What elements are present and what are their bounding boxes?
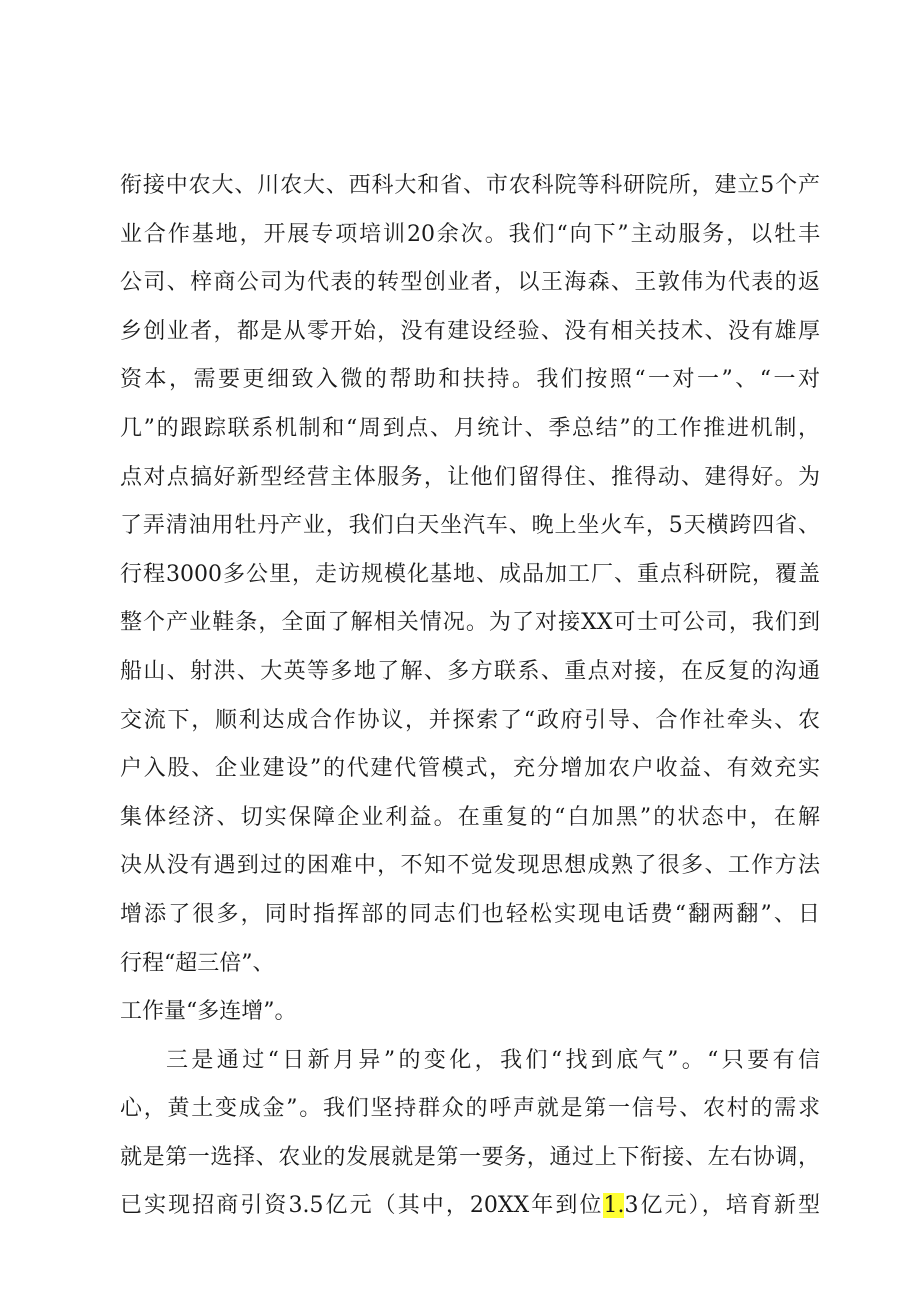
text-line: 业合作基地，开展专项培训20余次。我们“向下”主动服务，以牡丰 xyxy=(120,221,820,247)
text-line: 增添了很多，同时指挥部的同志们也轻松实现电话费“翻两翻”、日 xyxy=(120,901,820,927)
text-line: 决从没有遇到过的困难中，不知不觉发现思想成熟了很多、工作方法 xyxy=(120,853,820,879)
text-line: 工作量“多连增”。 xyxy=(120,999,297,1025)
text-line: 就是第一选择、农业的发展就是第一要务，通过上下衔接、左右协调， xyxy=(120,1144,820,1170)
text-line: 乡创业者，都是从零开始，没有建设经验、没有相关技术、没有雄厚 xyxy=(120,318,820,344)
text-segment: 3亿元），培育新型 xyxy=(624,1193,820,1219)
text-line: 心，黄土变成金”。我们坚持群众的呼声就是第一信号、农村的需求 xyxy=(120,1096,820,1122)
text-line: 集体经济、切实保障企业利益。在重复的“白加黑”的状态中，在解 xyxy=(120,804,820,830)
text-line: 几”的跟踪联系机制和“周到点、月统计、季总结”的工作推进机制， xyxy=(120,415,820,441)
text-line: 交流下，顺利达成合作协议，并探索了“政府引导、合作社牵头、农 xyxy=(120,707,820,733)
text-line: 公司、梓商公司为代表的转型创业者，以王海森、王敦伟为代表的返 xyxy=(120,270,820,296)
text-line: 户入股、企业建设”的代建代管模式，充分增加农户收益、有效充实 xyxy=(120,756,820,782)
text-line: 船山、射洪、大英等多地了解、多方联系、重点对接，在反复的沟通 xyxy=(120,658,820,684)
text-line: 了弄清油用牡丹产业，我们白天坐汽车、晚上坐火车，5天横跨四省、 xyxy=(120,513,820,539)
text-line: 资本，需要更细致入微的帮助和扶持。我们按照“一对一”、“一对 xyxy=(120,367,820,393)
text-line: 衔接中农大、川农大、西科大和省、市农科院等科研院所，建立5个产 xyxy=(120,173,820,198)
highlighted-text: 1. xyxy=(603,1193,625,1219)
text-line-last xyxy=(120,1182,820,1231)
body-text xyxy=(120,162,820,1231)
text-line: 三是通过“日新月异”的变化，我们“找到底气”。“只要有信 xyxy=(166,1047,820,1073)
text-line: 整个产业鞋条，全面了解相关情况。为了对接XX可士可公司，我们到 xyxy=(120,610,820,636)
text-segment: 已实现招商引资3.5亿元（其中，20XX年到位 xyxy=(120,1193,604,1219)
text-line: 行程“超三倍”、 xyxy=(120,950,275,976)
text-line: 点对点搞好新型经营主体服务，让他们留得住、推得动、建得好。为 xyxy=(120,464,820,490)
text-line: 行程3000多公里，走访规模化基地、成品加工厂、重点科研院，覆盖 xyxy=(120,561,820,587)
